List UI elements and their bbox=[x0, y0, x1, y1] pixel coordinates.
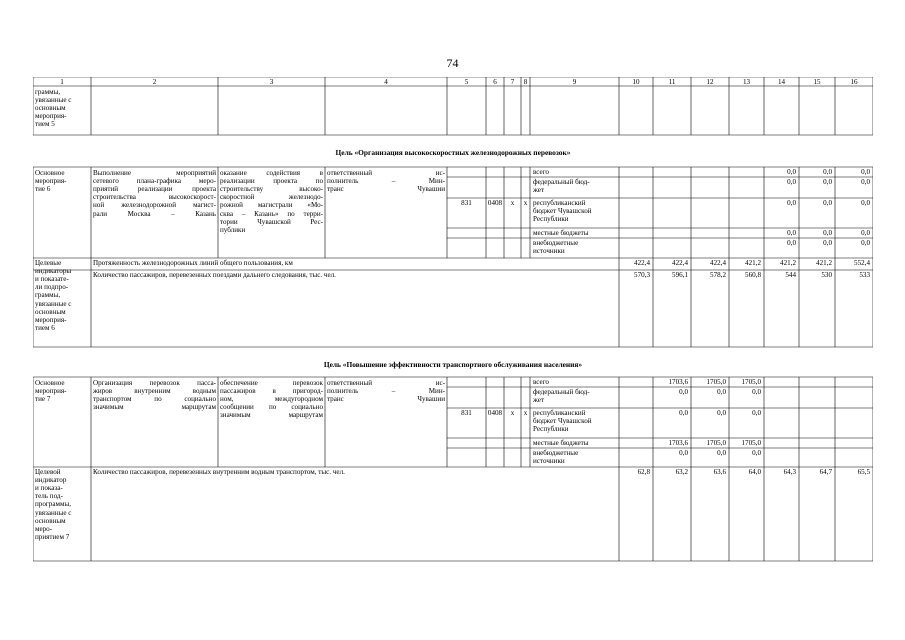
indicator-value: 544 bbox=[785, 271, 796, 279]
responsible-executor: полнитель – Мин- bbox=[327, 387, 445, 396]
indicator-value: 596,1 bbox=[672, 271, 688, 279]
funding-value: 0,0 bbox=[717, 409, 726, 417]
funding-value: 1705,0 bbox=[741, 378, 761, 386]
indicator-label: меро- bbox=[35, 524, 53, 533]
funding-value: 0,0 bbox=[679, 388, 688, 396]
indicator-label: мероприя- bbox=[35, 315, 67, 324]
page-number: 74 bbox=[446, 56, 459, 70]
measure-result: рожной магистрали «Мо- bbox=[220, 201, 323, 210]
measure-result: сообщении по социально bbox=[220, 403, 323, 412]
indicator-value: 421,2 bbox=[745, 259, 761, 267]
indicator-value: 421,2 bbox=[780, 259, 796, 267]
indicator-value: 421,2 bbox=[816, 259, 832, 267]
indicator-value: 552,4 bbox=[854, 259, 870, 267]
measure-result: тории Чувашской Рес- bbox=[220, 217, 323, 226]
indicator-label: граммы, bbox=[35, 88, 61, 96]
funding-value: 0,0 bbox=[823, 239, 832, 247]
responsible-executor: транс Чувашии bbox=[327, 185, 445, 194]
code-csr: х bbox=[510, 409, 515, 417]
funding-source: бюджет Чувашской bbox=[533, 417, 592, 426]
code-vr: х bbox=[523, 199, 528, 207]
indicator-label: Целевой bbox=[35, 468, 61, 476]
responsible-executor: транс Чувашии bbox=[327, 395, 445, 404]
measure-description: сетевого плана-графика меро- bbox=[93, 177, 216, 186]
indicator-value: 64,3 bbox=[783, 468, 796, 476]
measure-description: транспортом по социально bbox=[93, 395, 216, 404]
column-number: 15 bbox=[813, 77, 821, 86]
column-number: 11 bbox=[668, 77, 676, 86]
indicator-value: 530 bbox=[821, 271, 832, 279]
indicator-label: программы, bbox=[35, 500, 72, 509]
measure-result: значимым маршрутам bbox=[220, 411, 323, 420]
responsible-executor: ответственный ис- bbox=[327, 379, 445, 387]
indicator-value: 64,0 bbox=[748, 468, 761, 476]
measure-label: мероприя- bbox=[35, 177, 67, 186]
code-rzpr: 0408 bbox=[487, 199, 503, 207]
funding-source: жет bbox=[533, 396, 545, 405]
indicator-label: индикатор bbox=[35, 476, 67, 485]
funding-source: республиканский bbox=[533, 409, 586, 417]
indicator-label: тием 5 bbox=[35, 120, 55, 129]
measure-result: строительству высоко- bbox=[220, 185, 323, 194]
funding-source: Республики bbox=[533, 425, 569, 434]
funding-value: 0,0 bbox=[717, 388, 726, 396]
funding-source: источники bbox=[533, 457, 565, 466]
measure-description: ной железнодорожной магист- bbox=[93, 201, 216, 210]
indicator-label: тель под- bbox=[35, 492, 63, 501]
indicator-value: 422,4 bbox=[672, 259, 688, 267]
indicator-value: 65,5 bbox=[857, 468, 870, 476]
measure-result: ном, междугородном bbox=[220, 395, 323, 404]
measure-label: тие 6 bbox=[35, 185, 51, 194]
indicator-label: основным bbox=[35, 307, 66, 316]
measure-label: тие 7 bbox=[35, 395, 51, 404]
funding-value: 0,0 bbox=[787, 199, 796, 207]
goal-title: Цель «Организация высокоскоростных железнодорожных перевозок» bbox=[335, 148, 571, 157]
measure-description: значимым маршрутам bbox=[93, 403, 216, 412]
measure-description: приятий реализации проекта bbox=[93, 185, 216, 194]
indicator-value: 578,2 bbox=[710, 271, 726, 279]
funding-source: Республики bbox=[533, 215, 569, 224]
funding-value: 1703,6 bbox=[668, 378, 688, 386]
funding-source: всего bbox=[533, 378, 549, 386]
funding-value: 0,0 bbox=[823, 199, 832, 207]
code-grbs: 831 bbox=[461, 409, 472, 417]
column-number: 7 bbox=[510, 77, 515, 86]
funding-source: внебюджетные bbox=[533, 449, 579, 457]
measure-result: скоростной железнодо- bbox=[220, 193, 323, 202]
responsible-executor: полнитель – Мин- bbox=[327, 177, 445, 186]
measure-result: сква – Казань» по терри- bbox=[220, 209, 323, 218]
indicator-name: Количество пассажиров, перевезенных внутренним водным транспортом, тыс. чел. bbox=[93, 468, 345, 476]
funding-value: 0,0 bbox=[823, 168, 832, 176]
column-number: 9 bbox=[572, 77, 577, 86]
indicator-label: увязанные с bbox=[35, 299, 72, 308]
funding-source: федеральный бюд- bbox=[533, 178, 590, 186]
indicator-label: граммы, bbox=[35, 291, 61, 300]
indicator-label: тием 6 bbox=[35, 323, 55, 332]
measure-label: Основное bbox=[35, 169, 65, 177]
funding-value: 0,0 bbox=[861, 178, 870, 186]
column-number: 5 bbox=[464, 77, 469, 86]
funding-value: 0,0 bbox=[823, 229, 832, 237]
indicator-label: ли подпро- bbox=[35, 283, 69, 292]
funding-value: 0,0 bbox=[787, 168, 796, 176]
column-number: 6 bbox=[493, 77, 497, 86]
measure-label: мероприя- bbox=[35, 387, 67, 396]
funding-value: 0,0 bbox=[717, 449, 726, 457]
funding-source: республиканский bbox=[533, 199, 586, 207]
indicator-value: 422,4 bbox=[634, 259, 650, 267]
funding-value: 0,0 bbox=[787, 178, 796, 186]
funding-source: всего bbox=[533, 168, 549, 176]
funding-value: 0,0 bbox=[823, 178, 832, 186]
funding-value: 0,0 bbox=[752, 409, 761, 417]
indicator-name: Протяженность железнодорожных линий общего пользования, км bbox=[93, 259, 293, 267]
measure-label: Основное bbox=[35, 379, 65, 387]
indicator-label: основным bbox=[35, 104, 66, 113]
funding-source: источники bbox=[533, 247, 565, 256]
indicator-value: 570,3 bbox=[634, 271, 650, 279]
indicator-label: увязанные с bbox=[35, 96, 72, 105]
funding-value: 0,0 bbox=[861, 199, 870, 207]
indicator-label: Целевые bbox=[35, 259, 62, 267]
column-number: 4 bbox=[384, 77, 388, 86]
indicator-value: 63,6 bbox=[713, 468, 726, 476]
funding-value: 0,0 bbox=[861, 168, 870, 176]
funding-value: 1705,0 bbox=[706, 439, 726, 447]
code-csr: х bbox=[510, 199, 515, 207]
indicator-label: и показа- bbox=[35, 484, 63, 493]
code-rzpr: 0408 bbox=[487, 409, 503, 417]
funding-value: 1705,0 bbox=[741, 439, 761, 447]
measure-description: жиров внутренним водным bbox=[93, 387, 216, 396]
indicator-label: мероприя- bbox=[35, 112, 67, 121]
column-number: 14 bbox=[777, 77, 786, 86]
indicator-value: 64,7 bbox=[819, 468, 832, 476]
funding-source: местные бюджеты bbox=[533, 229, 589, 237]
indicator-label: основным bbox=[35, 516, 66, 525]
funding-value: 0,0 bbox=[752, 388, 761, 396]
indicator-name: Количество пассажиров, перевезенных поездами дальнего следования, тыс. чел. bbox=[93, 271, 336, 279]
funding-value: 1705,0 bbox=[706, 378, 726, 386]
funding-source: бюджет Чувашской bbox=[533, 207, 592, 216]
program-table bbox=[33, 77, 873, 567]
measure-result: обеспечение перевозок bbox=[220, 379, 323, 387]
indicator-label: увязанные с bbox=[35, 508, 72, 517]
column-number: 1 bbox=[60, 77, 64, 86]
column-number: 2 bbox=[152, 77, 157, 86]
column-number: 16 bbox=[850, 77, 858, 86]
indicator-value: 62,8 bbox=[637, 468, 650, 476]
indicator-value: 560,8 bbox=[745, 271, 761, 279]
funding-source: федеральный бюд- bbox=[533, 388, 590, 396]
code-grbs: 831 bbox=[461, 199, 472, 207]
funding-source: жет bbox=[533, 186, 545, 195]
funding-source: внебюджетные bbox=[533, 239, 579, 247]
indicator-value: 63,2 bbox=[675, 468, 688, 476]
code-vr: х bbox=[523, 409, 528, 417]
column-number: 3 bbox=[269, 77, 274, 86]
measure-result: пассажиров в пригород- bbox=[220, 387, 323, 396]
indicator-value: 533 bbox=[859, 271, 870, 279]
funding-value: 0,0 bbox=[861, 239, 870, 247]
column-number: 12 bbox=[706, 77, 714, 86]
funding-value: 0,0 bbox=[679, 409, 688, 417]
funding-value: 0,0 bbox=[679, 449, 688, 457]
funding-value: 0,0 bbox=[787, 229, 796, 237]
measure-description: строительства высокоскорост- bbox=[93, 193, 216, 202]
indicator-label: и показате- bbox=[35, 275, 69, 284]
measure-description: Организация перевозок пасса- bbox=[93, 379, 216, 387]
measure-description: рали Москва – Казань bbox=[93, 209, 216, 218]
funding-value: 0,0 bbox=[787, 239, 796, 247]
column-number: 13 bbox=[742, 77, 751, 86]
measure-description: Выполнение мероприятий bbox=[93, 169, 216, 177]
indicator-value: 422,4 bbox=[710, 259, 726, 267]
column-number: 8 bbox=[523, 77, 528, 86]
funding-source: местные бюджеты bbox=[533, 439, 589, 447]
measure-result: оказание содействия в bbox=[220, 169, 323, 177]
goal-title: Цель «Повышение эффективности транспортного обслуживания населения» bbox=[323, 360, 583, 369]
column-number: 10 bbox=[632, 77, 640, 86]
funding-value: 1703,6 bbox=[668, 439, 688, 447]
responsible-executor: ответственный ис- bbox=[327, 169, 445, 177]
indicator-label: приятием 7 bbox=[35, 532, 70, 541]
indicator-label: индикаторы bbox=[35, 267, 72, 276]
measure-result: реализации проекта по bbox=[220, 177, 323, 186]
funding-value: 0,0 bbox=[752, 449, 761, 457]
funding-value: 0,0 bbox=[861, 229, 870, 237]
measure-result: публики bbox=[220, 225, 246, 234]
